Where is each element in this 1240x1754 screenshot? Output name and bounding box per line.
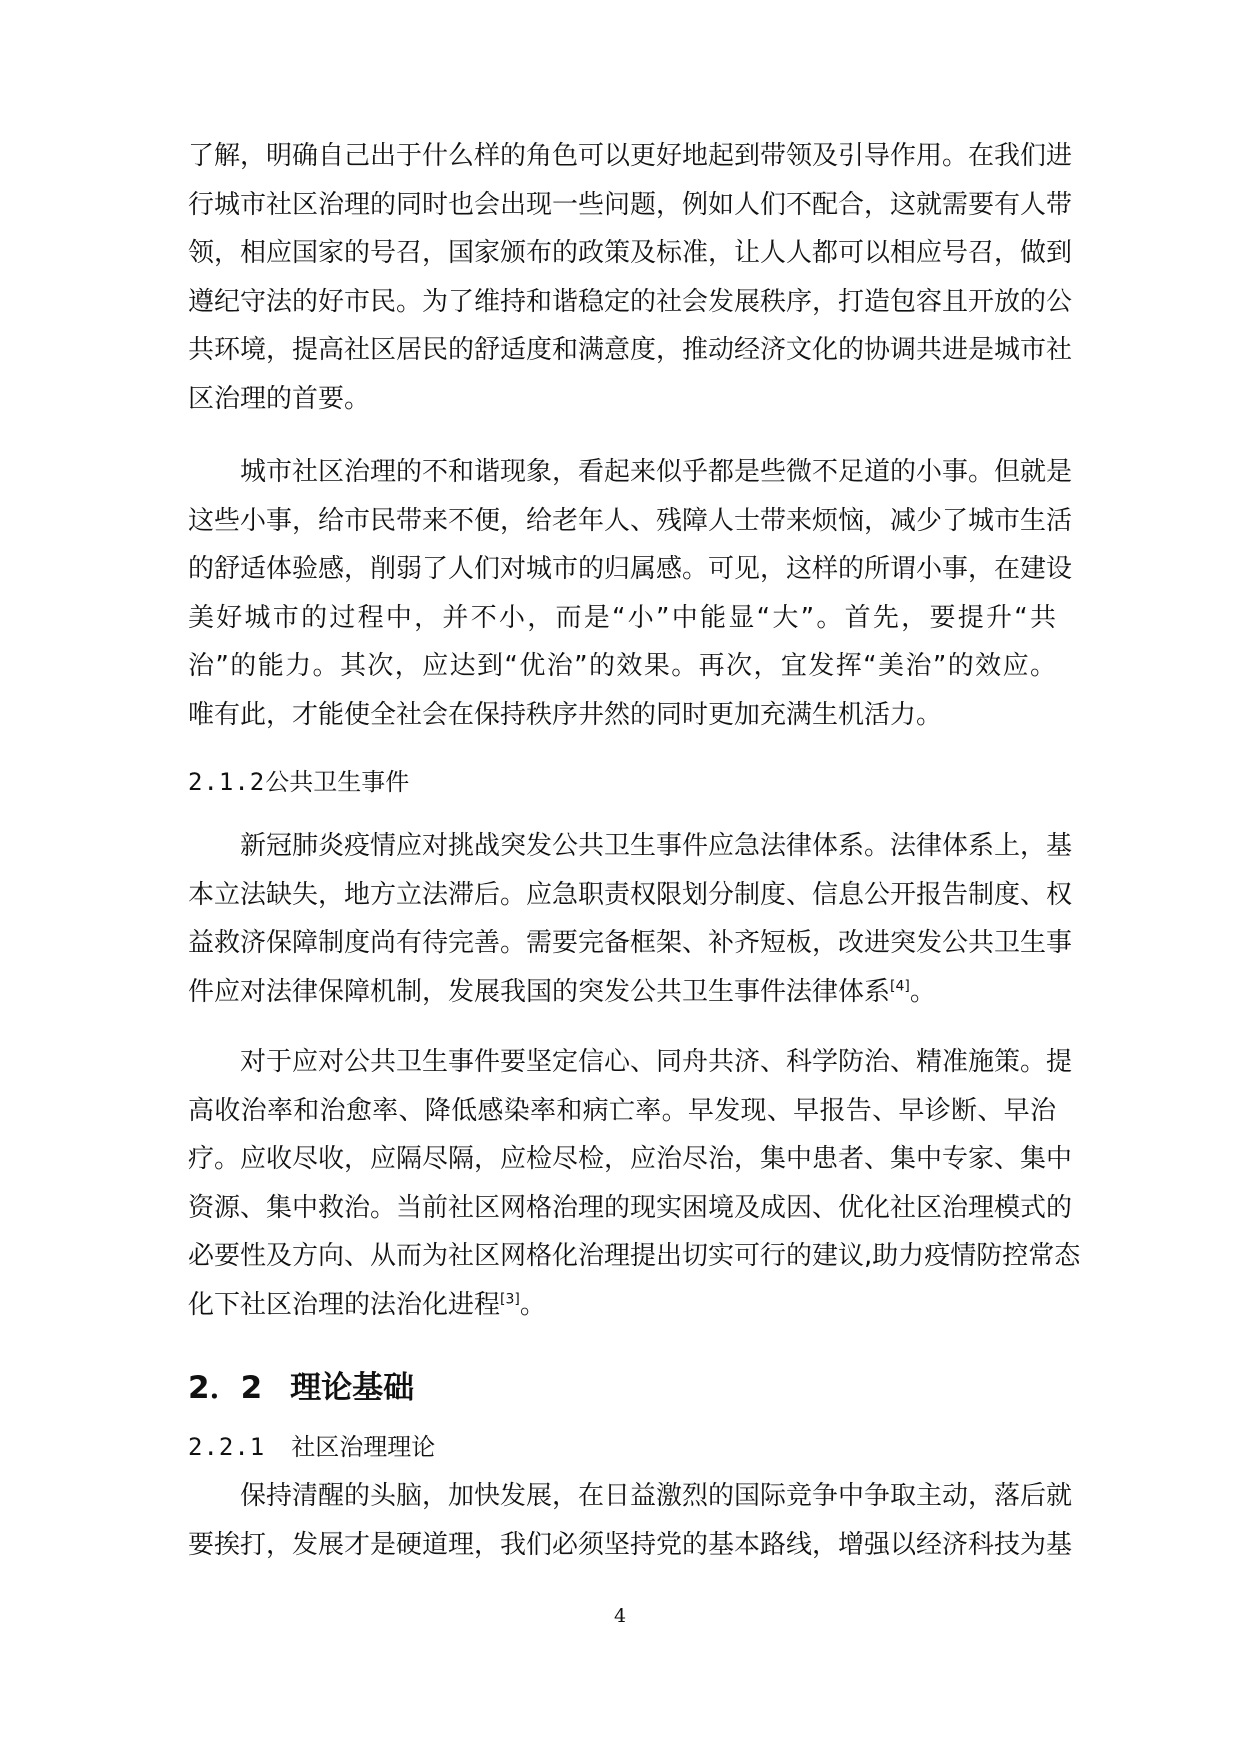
section-heading-2-2-1	[188, 1432, 435, 1462]
text-line: 这些小事，给市民带来不便，给老年人、残障人士带来烦恼，减少了城市生活	[188, 505, 1073, 536]
text-run: 化下社区治理的法治化进程	[188, 1289, 501, 1320]
text-line: 益救济保障制度尚有待完善。需要完备框架、补齐短板，改进突发公共卫生事	[188, 928, 1073, 958]
section-title: 社区治理理论	[291, 1433, 436, 1461]
text-line: 美好城市的过程中，并不小，而是“小”中能显“大”。首先，要提升“共	[188, 602, 1056, 633]
page-number: 4	[613, 1605, 627, 1627]
text-line: 对于应对公共卫生事件要坚定信心、同舟共济、科学防治、精准施策。提	[188, 1047, 1073, 1077]
paragraph-4	[188, 1038, 1081, 1329]
text-line: 领，相应国家的号召，国家颁布的政策及标准，让人人都可以相应号召，做到	[188, 238, 1073, 268]
section-number: 2.1.2	[188, 768, 266, 796]
text-line: 城市社区治理的不和谐现象，看起来似乎都是些微不足道的小事。但就是	[188, 457, 1073, 487]
text-line	[188, 968, 1056, 1017]
section-number: 2．2	[188, 1370, 263, 1406]
text-line: 的舒适体验感，削弱了人们对城市的归属感。可见，这样的所谓小事，在建设	[188, 554, 1073, 584]
text-line: 行城市社区治理的同时也会出现一些问题，例如人们不配合，这就需要有人带	[188, 189, 1073, 220]
text-line: 了解，明确自己出于什么样的角色可以更好地起到带领及引导作用。在我们进	[188, 141, 1073, 171]
text-line: 资源、集中救治。当前社区网格治理的现实困境及成因、优化社区治理模式的	[188, 1192, 1073, 1223]
paragraph-1	[188, 132, 1073, 423]
text-line: 遵纪守法的好市民。为了维持和谐稳定的社会发展秩序，打造包容且开放的公	[188, 286, 1073, 317]
section-title: 公共卫生事件	[265, 768, 410, 796]
paragraph-2	[188, 448, 1073, 739]
paragraph-3	[188, 822, 1073, 1016]
text-run: 。	[519, 1289, 546, 1320]
citation-ref: [3]	[500, 1290, 520, 1307]
paragraph-5	[188, 1472, 1073, 1569]
text-line: 要挨打，发展才是硬道理，我们必须坚持党的基本路线，增强以经济科技为基	[188, 1529, 1073, 1560]
citation-ref: [4]	[890, 977, 910, 994]
text-line: 保持清醒的头脑，加快发展，在日益激烈的国际竞争中争取主动，落后就	[188, 1481, 1073, 1511]
text-line: 疗。应收尽收，应隔尽隔，应检尽检，应治尽治，集中患者、集中专家、集中	[188, 1144, 1073, 1174]
section-heading-2-2	[188, 1368, 414, 1408]
text-run: 件应对法律保障机制，发展我国的突发公共卫生事件法律体系	[188, 976, 891, 1007]
text-line: 新冠肺炎疫情应对挑战突发公共卫生事件应急法律体系。法律体系上，基	[188, 831, 1073, 861]
text-line: 区治理的首要。	[188, 383, 371, 414]
text-line: 本立法缺失，地方立法滞后。应急职责权限划分制度、信息公开报告制度、权	[188, 879, 1073, 910]
section-title: 理论基础	[290, 1370, 415, 1406]
text-line: 必要性及方向、从而为社区网格化治理提出切实可行的建议,助力疫情防控常态	[188, 1241, 1081, 1271]
text-line	[188, 1281, 1056, 1330]
text-line: 共环境，提高社区居民的舒适度和满意度，推动经济文化的协调共进是城市社	[188, 335, 1073, 365]
text-line: 唯有此，才能使全社会在保持秩序井然的同时更加充满生机活力。	[188, 699, 943, 730]
text-run: 。	[909, 976, 936, 1007]
text-line: 治”的能力。其次，应达到“优治”的效果。再次，宜发挥“美治”的效应。	[188, 651, 1056, 681]
text-line: 高收治率和治愈率、降低感染率和病亡率。早发现、早报告、早诊断、早治	[188, 1095, 1056, 1126]
section-heading-2-1-2	[188, 767, 409, 797]
section-number: 2.2.1	[188, 1433, 266, 1461]
